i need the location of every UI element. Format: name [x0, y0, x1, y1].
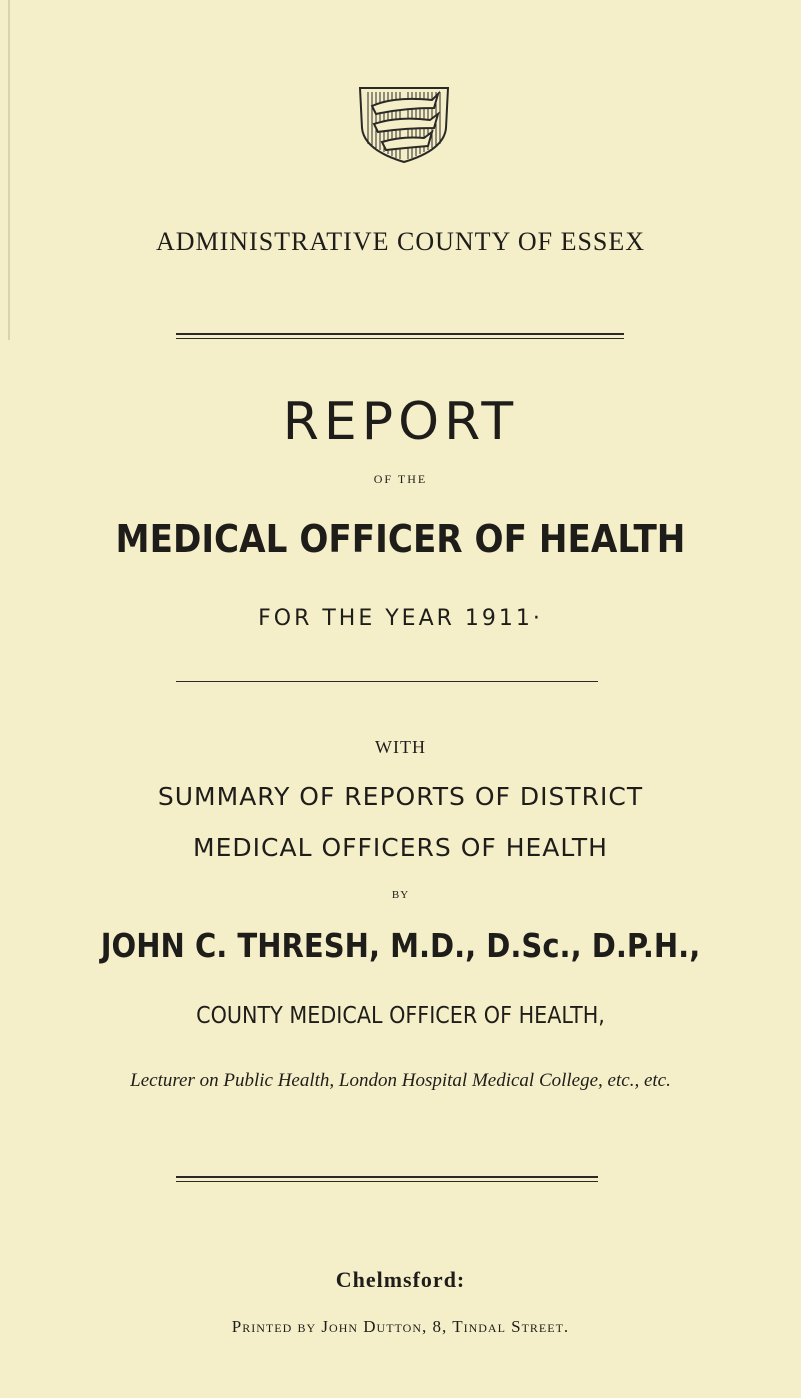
- county-title: ADMINISTRATIVE COUNTY OF ESSEX: [155, 227, 646, 256]
- printer-line: Printed by John Dutton, 8, Tindal Street.: [231, 1317, 570, 1336]
- of-the-label: OF THE: [373, 472, 428, 486]
- year-line: FOR THE YEAR 1911·: [258, 606, 543, 631]
- report-heading: REPORT: [282, 392, 519, 452]
- lecturer-line: Lecturer on Public Health, London Hospital Medical College, etc., etc.: [130, 1070, 671, 1091]
- imprint-place: Chelmsford:: [335, 1267, 466, 1292]
- medical-officer-heading: MEDICAL OFFICER OF HEALTH: [115, 517, 686, 561]
- single-rule-divider: [176, 681, 598, 682]
- by-label: BY: [391, 889, 410, 901]
- summary-line-1: SUMMARY OF REPORTS OF DISTRICT: [157, 782, 644, 811]
- double-rule-divider: [176, 333, 624, 339]
- with-label: WITH: [375, 737, 426, 757]
- author-name: JOHN C. THRESH, M.D., D.Sc., D.P.H.,: [100, 926, 701, 965]
- double-rule-divider-lower: [176, 1176, 598, 1182]
- county-shield-crest-icon: [354, 84, 454, 164]
- author-position: COUNTY MEDICAL OFFICER OF HEALTH,: [196, 1003, 605, 1029]
- summary-line-2: MEDICAL OFFICERS OF HEALTH: [193, 833, 608, 862]
- page-edge-line: [8, 0, 10, 340]
